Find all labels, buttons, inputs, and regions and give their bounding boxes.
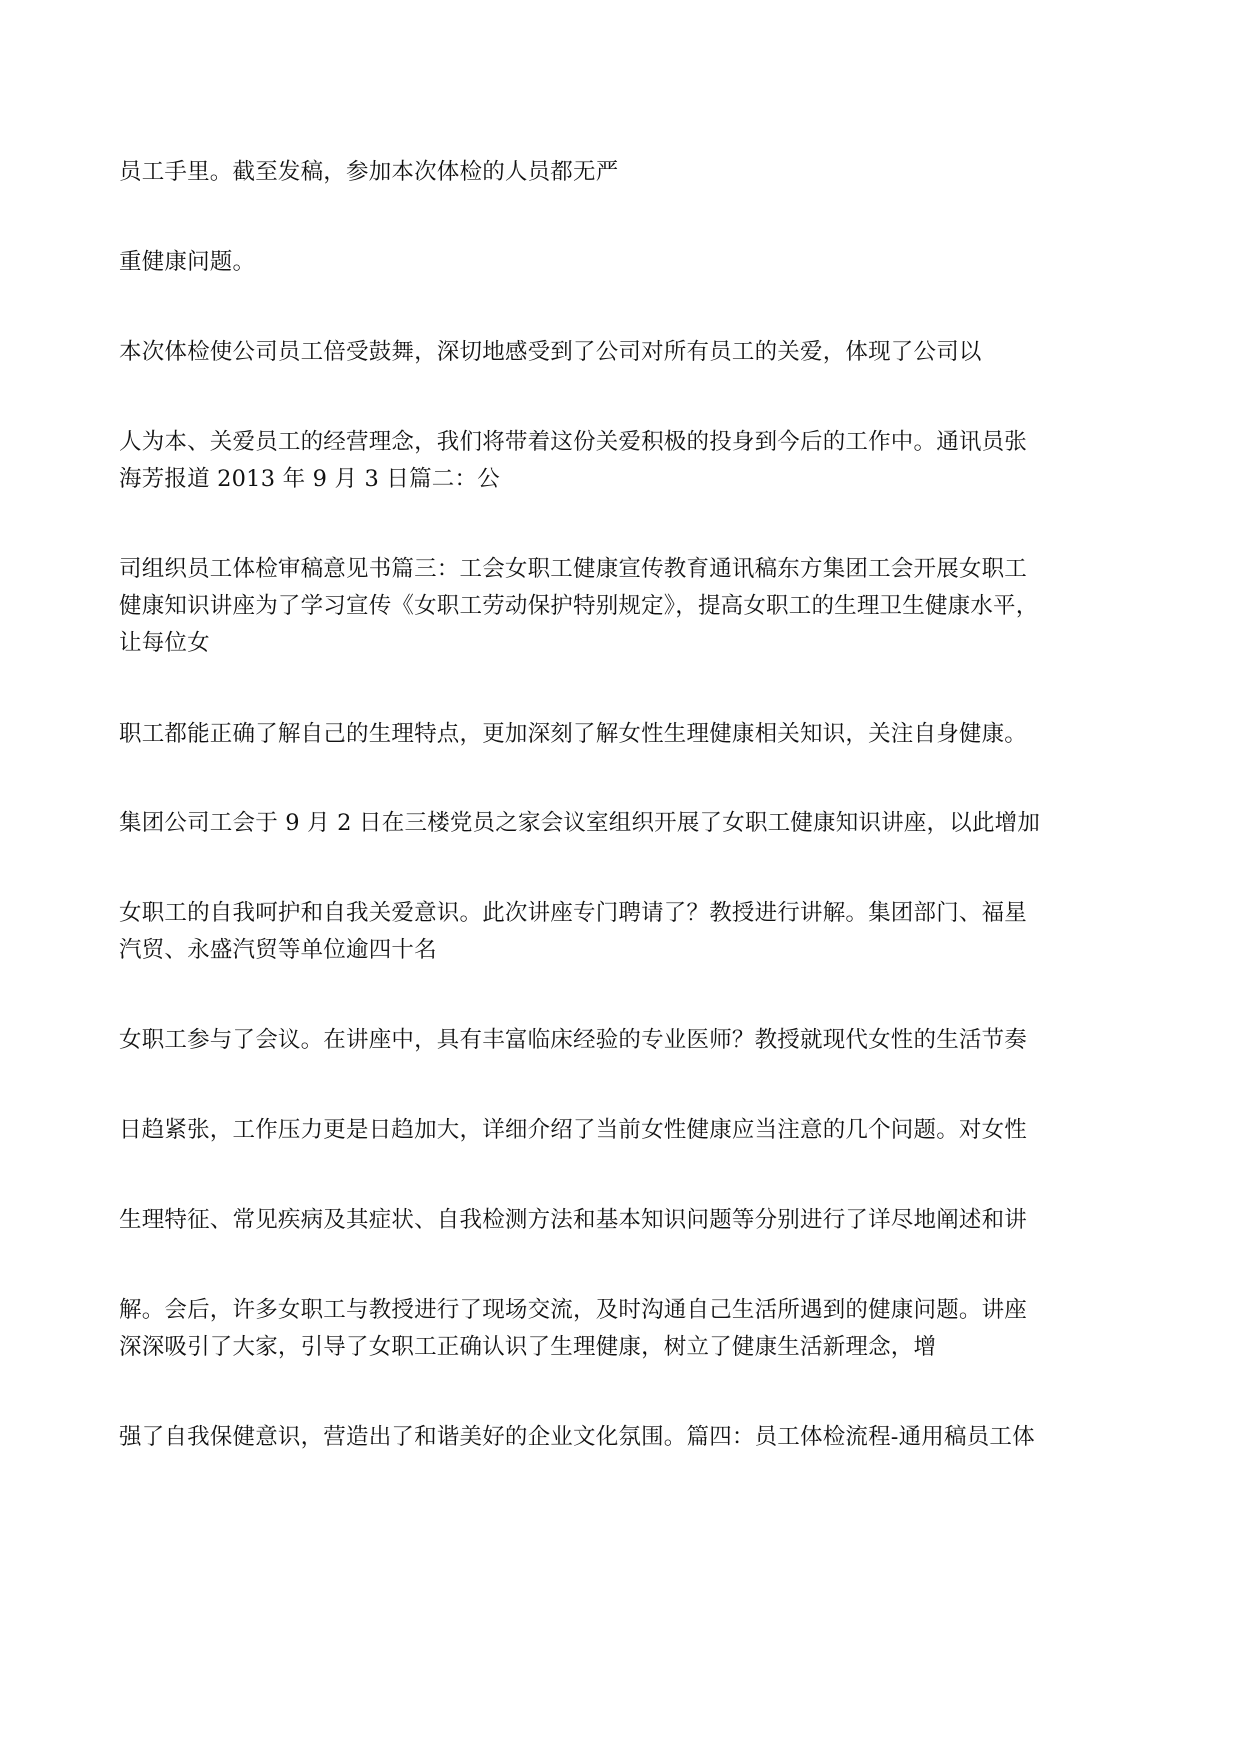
text-line: 生理特征、常见疾病及其症状、自我检测方法和基本知识问题等分别进行了详尽地阐述和讲: [119, 1207, 1028, 1233]
text-line: 日趋紧张，工作压力更是日趋加大，详细介绍了当前女性健康应当注意的几个问题。对女性: [119, 1117, 1028, 1143]
text-line: 健康知识讲座为了学习宣传《女职工劳动保护特别规定》，提高女职工的生理卫生健康水平，: [119, 593, 1039, 619]
text-line: 让每位女: [119, 630, 210, 656]
text-line: 司组织员工体检审稿意见书篇三：工会女职工健康宣传教育通讯稿东方集团工会开展女职工: [119, 556, 1028, 582]
text-line: 女职工的自我呵护和自我关爱意识。此次讲座专门聘请了？教授进行讲解。集团部门、福星: [119, 900, 1028, 926]
text-line: 女职工参与了会议。在讲座中，具有丰富临床经验的专业医师？教授就现代女性的生活节奏: [119, 1027, 1028, 1053]
text-line: 强了自我保健意识，营造出了和谐美好的企业文化氛围。篇四：员工体检流程-通用稿员工体: [119, 1424, 1035, 1450]
text-line: 职工都能正确了解自己的生理特点，更加深刻了解女性生理健康相关知识，关注自身健康。: [119, 721, 1028, 747]
text-line: 员工手里。截至发稿，参加本次体检的人员都无严: [119, 159, 619, 185]
text-line: 汽贸、永盛汽贸等单位逾四十名: [119, 937, 437, 963]
text-line: 集团公司工会于 9 月 2 日在三楼党员之家会议室组织开展了女职工健康知识讲座，以此增加: [119, 810, 1041, 836]
text-line: 本次体检使公司员工倍受鼓舞，深切地感受到了公司对所有员工的关爱，体现了公司以: [119, 339, 982, 365]
text-line: 深深吸引了大家，引导了女职工正确认识了生理健康，树立了健康生活新理念，增: [119, 1334, 937, 1360]
text-line: 解。会后，许多女职工与教授进行了现场交流，及时沟通自己生活所遇到的健康问题。讲座: [119, 1297, 1028, 1323]
text-line: 人为本、关爱员工的经营理念，我们将带着这份关爱积极的投身到今后的工作中。通讯员张: [119, 429, 1028, 455]
text-line: 海芳报道 2013 年 9 月 3 日篇二：公: [119, 466, 500, 492]
text-line: 重健康问题。: [119, 249, 256, 275]
